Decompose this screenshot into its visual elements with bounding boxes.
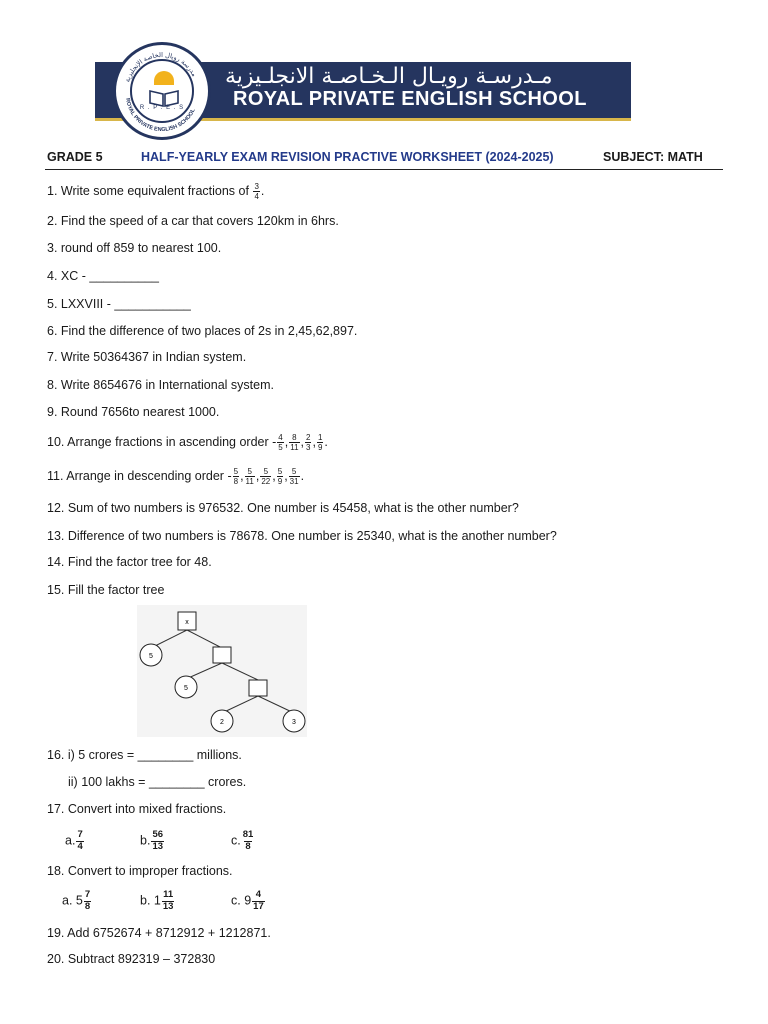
question-16-i: 16. i) 5 crores = ________ millions. — [47, 748, 242, 762]
question-18: 18. Convert to improper fractions. — [47, 864, 233, 878]
grade-label: GRADE 5 — [47, 150, 103, 164]
logo-abbreviation: R . P . E . S — [139, 105, 185, 111]
factor-tree-diagram — [137, 605, 307, 737]
question-2: 2. Find the speed of a car that covers 120km in 6hrs. — [47, 214, 339, 228]
question-8: 8. Write 8654676 in International system. — [47, 378, 274, 392]
fraction: $\frac{5}{8}$ — [233, 467, 239, 486]
school-name-arabic: مـدرسـة رويـال الـخـاصـة الانجلـيزية — [225, 64, 553, 89]
fraction: $\frac{1}{9}$ — [317, 433, 323, 452]
tree-leaf-label: 3 — [292, 719, 296, 726]
question-18-option-c: c. 9 $\frac{4}{17}$ — [231, 889, 264, 912]
svg-text:ROYAL PRIVATE ENGLISH SCHOOL: ROYAL PRIVATE ENGLISH SCHOOL — [124, 97, 197, 134]
fraction: $\frac{11}{13}$ — [162, 889, 174, 912]
fraction: $\frac{5}{22}$ — [261, 467, 271, 486]
question-19: 19. Add 6752674 + 8712912 + 1212871. — [47, 926, 271, 940]
tree-leaf-label: 5 — [184, 685, 188, 692]
question-17: 17. Convert into mixed fractions. — [47, 802, 227, 816]
fraction: $\frac{81}{8}$ — [242, 829, 254, 852]
question-3: 3. round off 859 to nearest 100. — [47, 241, 222, 255]
question-9: 9. Round 7656to nearest 1000. — [47, 405, 220, 419]
fraction: $\frac{5}{31}$ — [289, 467, 299, 486]
question-11: 11. Arrange in descending order - $\frac{5}{8}$ , $\frac{5}{11}$ , $\frac{5}{22}$ , $\frac{5}{9}$ , $\frac{5}{31}$ . — [47, 467, 305, 486]
fraction: $\frac{56}{13}$ — [152, 829, 164, 852]
sun-icon — [154, 71, 174, 85]
school-logo — [113, 42, 211, 140]
question-17-option-c: c. $\frac{81}{8}$ — [231, 829, 254, 852]
fraction: $\frac{4}{17}$ — [253, 889, 264, 912]
header-divider — [45, 169, 723, 170]
fraction: $\frac{5}{9}$ — [277, 467, 283, 486]
tree-root-label: x — [185, 619, 189, 626]
question-5: 5. LXXVIII - ___________ — [47, 297, 191, 311]
book-icon — [148, 87, 180, 107]
fraction: $\frac{7}{4}$ — [77, 829, 83, 852]
fraction: $\frac{5}{11}$ — [245, 467, 254, 486]
question-1: 1. Write some equivalent fractions of $\frac{3}{4}$ . — [47, 182, 265, 201]
question-10: 10. Arrange fractions in ascending order - $\frac{4}{5}$ , $\frac{8}{11}$ , $\frac{2}{3}$ , $\frac{1}{9}$ . — [47, 433, 328, 452]
question-6: 6. Find the difference of two places of 2s in 2,45,62,897. — [47, 324, 358, 338]
question-16-ii: ii) 100 lakhs = ________ crores. — [68, 775, 247, 789]
worksheet-title: HALF-YEARLY EXAM REVISION PRACTIVE WORKSHEET (2024-2025) — [141, 150, 554, 164]
svg-text:مدرسة رويال الخاصة الإنجليزية: مدرسة رويال الخاصة الإنجليزية — [123, 50, 199, 84]
question-17-option-b: b. $\frac{56}{13}$ — [140, 829, 164, 852]
fraction: $\frac{7}{8}$ — [84, 889, 91, 912]
question-18-option-b: b. 1 $\frac{11}{13}$ — [140, 889, 174, 912]
question-18-option-a: a. 5 $\frac{7}{8}$ — [62, 889, 91, 912]
question-7: 7. Write 50364367 in Indian system. — [47, 350, 247, 364]
question-12: 12. Sum of two numbers is 976532. One number is 45458, what is the other number? — [47, 501, 519, 515]
tree-blank-box — [213, 647, 231, 663]
tree-leaf-label: 5 — [149, 653, 153, 660]
question-17-option-a: a. $\frac{7}{4}$ — [65, 829, 83, 852]
tree-blank-box — [249, 680, 267, 696]
subject-label: SUBJECT: MATH — [603, 150, 703, 164]
question-14: 14. Find the factor tree for 48. — [47, 555, 212, 569]
school-name-english: ROYAL PRIVATE ENGLISH SCHOOL — [233, 88, 587, 110]
question-20: 20. Subtract 892319 – 372830 — [47, 952, 216, 966]
fraction: $\frac{8}{11}$ — [290, 433, 299, 452]
fraction: $\frac{4}{5}$ — [278, 433, 283, 452]
question-15: 15. Fill the factor tree — [47, 583, 165, 597]
tree-leaf-label: 2 — [220, 719, 224, 726]
logo-emblem — [130, 59, 194, 123]
question-4: 4. XC - __________ — [47, 269, 159, 283]
fraction: $\frac{3}{4}$ — [254, 182, 259, 201]
fraction: $\frac{2}{3}$ — [306, 433, 311, 452]
question-13: 13. Difference of two numbers is 78678. One number is 25340, what is the another number? — [47, 529, 557, 543]
